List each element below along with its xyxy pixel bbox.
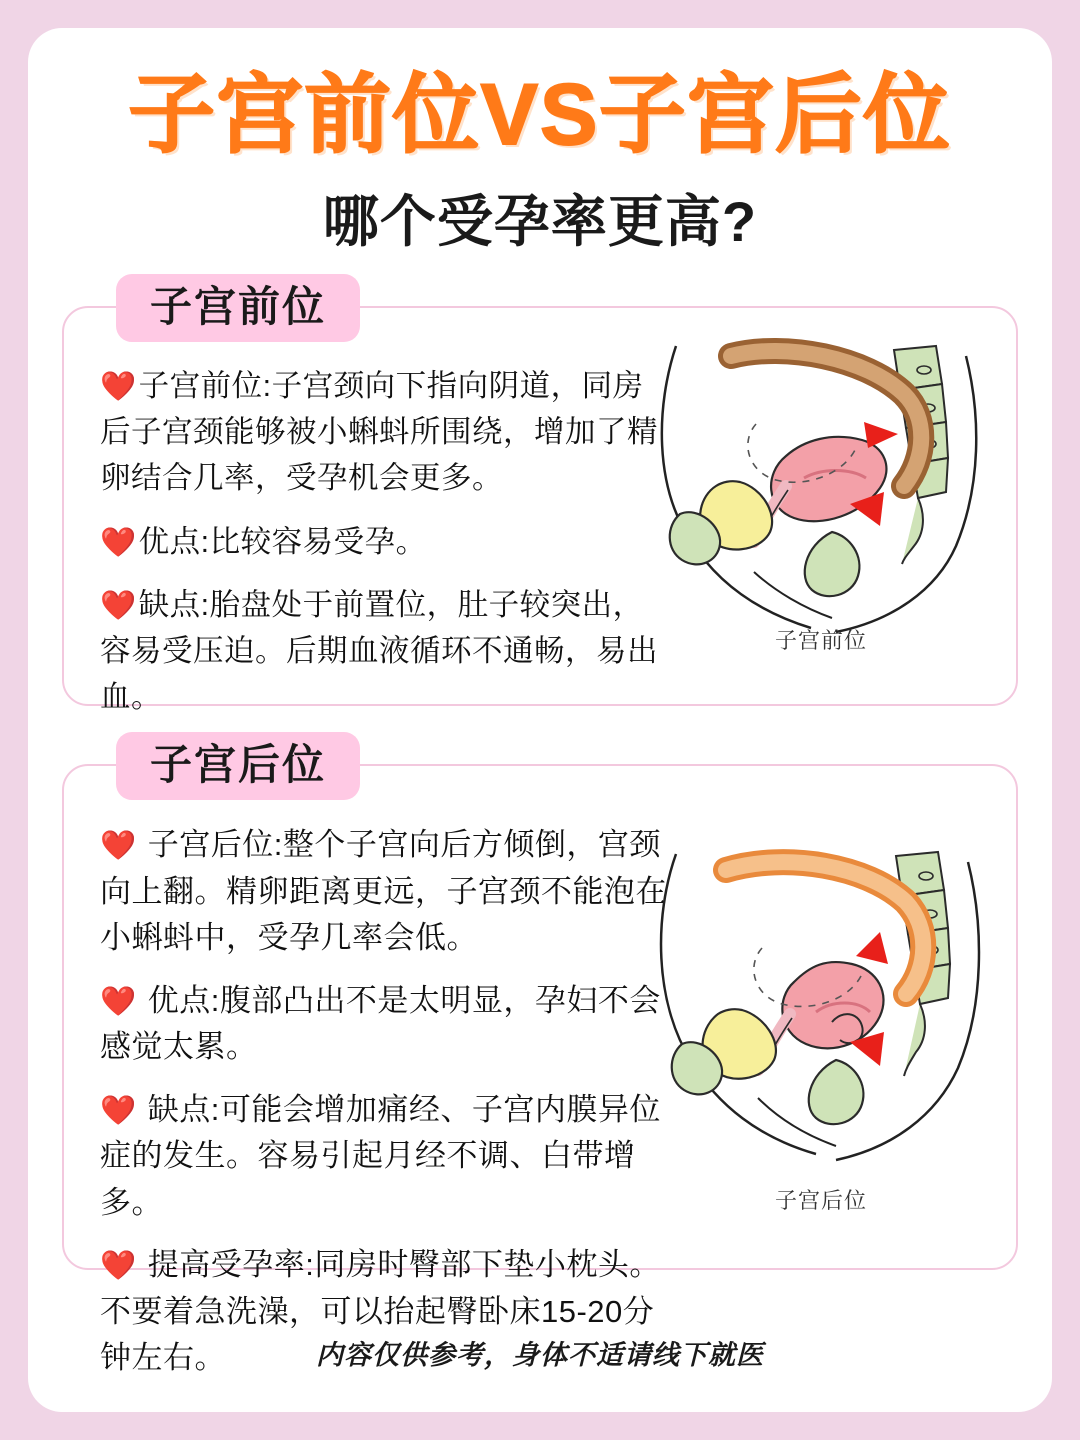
paragraph-text: 子宫前位:子宫颈向下指向阴道，同房后子宫颈能够被小蝌蚪所围绕，增加了精卵结合几率，受孕机会更多。 — [100, 369, 658, 495]
title-block — [28, 28, 1052, 258]
heart-icon: ❤️ — [100, 590, 137, 623]
illustration-caption: 子宫后位 — [774, 1188, 867, 1214]
section-card-anteverted — [62, 283, 1018, 714]
disclaimer-footer: 内容仅供参考，身体不适请线下就医 — [316, 1340, 764, 1370]
paragraph-text: 优点:比较容易受孕。 — [138, 524, 427, 559]
paragraph-text: 缺点:胎盘处于前置位，肚子较突出，容易受压迫。后期血液循环不通畅，易出血。 — [100, 588, 658, 714]
heart-icon: ❤️ — [100, 371, 137, 404]
section-body — [64, 308, 674, 720]
paragraph-text: 子宫后位:整个子宫向后方倾倒，宫颈向上翻。精卵距离更远，子宫颈不能泡在小蝌蚪中，受孕几率会低。 — [100, 827, 667, 956]
paragraph — [100, 520, 674, 566]
heart-icon: ❤️ — [100, 985, 137, 1018]
paragraph — [100, 364, 674, 501]
heart-icon: ❤️ — [100, 830, 137, 863]
section-badge: 子宫后位 — [116, 732, 360, 800]
paragraph-text: 优点:腹部凸出不是太明显，孕妇不会感觉太累。 — [100, 982, 661, 1065]
paragraph — [100, 583, 674, 720]
section-body — [64, 766, 674, 1382]
page-title: 子宫前位VS子宫后位 — [128, 67, 952, 163]
paragraph-text: 提高受孕率:同房时臀部下垫小枕头。不要着急洗澡，可以抬起臀卧床15-20分钟左右。 — [100, 1247, 661, 1376]
anteverted-uterus-diagram — [636, 336, 1006, 666]
paragraph-text: 缺点:可能会增加痛经、子宫内膜异位症的发生。容易引起月经不调、白带增多。 — [100, 1091, 661, 1220]
poster-card — [28, 28, 1052, 1412]
heart-icon: ❤️ — [100, 526, 137, 559]
heart-icon: ❤️ — [100, 1094, 137, 1127]
illustration-caption: 子宫前位 — [774, 628, 867, 654]
paragraph — [100, 822, 674, 962]
heart-icon: ❤️ — [100, 1250, 137, 1283]
paragraph — [100, 1087, 674, 1227]
paragraph — [100, 978, 674, 1071]
section-badge: 子宫前位 — [116, 274, 360, 342]
retroverted-uterus-diagram — [636, 836, 1006, 1226]
page-subtitle: 哪个受孕率更高? — [322, 190, 758, 254]
